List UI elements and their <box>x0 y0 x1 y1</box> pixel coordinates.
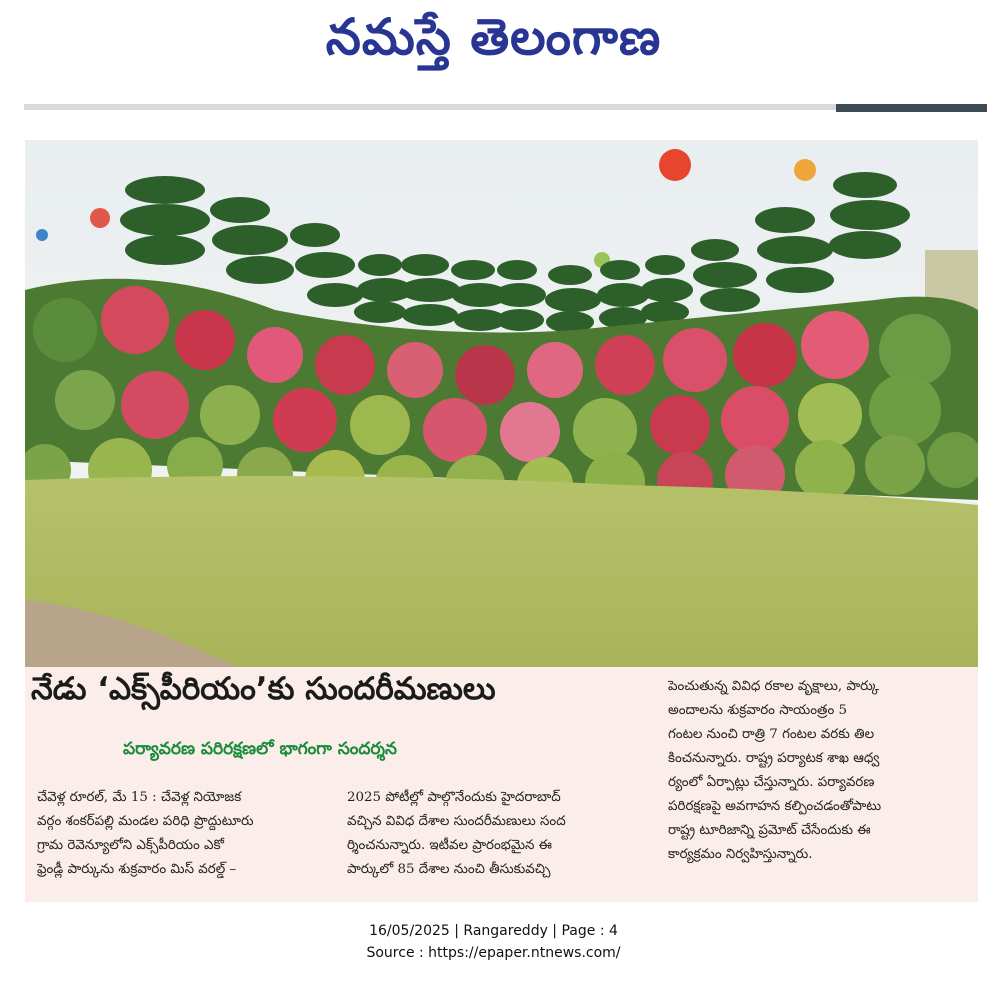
article-line: కించనున్నారు. రాష్ట్ర పర్యాటక శాఖ ఆధ్వ <box>668 751 880 766</box>
edition-info: 16/05/2025 | Rangareddy | Page : 4 <box>369 923 618 939</box>
article-line: కార్యక్రమం నిర్వహిస్తున్నారు. <box>668 847 813 862</box>
article-line: పరిరక్షణపై అవగాహన కల్పించడంతోపాటు <box>668 799 882 814</box>
article-line: గ్రామ రెవెన్యూలోని ఎక్స్‌పీరియం ఎకో <box>37 838 224 853</box>
article-line: ఫ్రెండ్లీ పార్కును శుక్రవారం మిస్ వరల్డ్ – <box>37 862 237 877</box>
source-link[interactable]: Source : https://epaper.ntnews.com/ <box>366 945 621 961</box>
article-line: గంటల నుంచి రాత్రి 7 గంటల వరకు తిల <box>668 727 875 742</box>
article-line: ర్యంలో ఏర్పాట్లు చేస్తున్నారు. పర్యావరణ <box>668 775 875 790</box>
article-line: చేవెళ్ల రూరల్, మే 15 : చేవెళ్ల నియోజక <box>37 790 242 805</box>
header-divider-dark <box>836 104 987 112</box>
news-article <box>25 667 978 902</box>
garden-photo <box>25 140 978 667</box>
article-line: రాష్ట్ర టూరిజాన్ని ప్రమోట్ చేసేందుకు ఈ <box>668 823 871 838</box>
article-line: వచ్చిన వివిధ దేశాల సుందరీమణులు సంద <box>347 814 566 829</box>
article-column-3 <box>668 675 973 867</box>
article-line: పార్కులో 85 దేశాల నుంచి తీసుకువచ్చి <box>347 862 551 877</box>
article-line: వర్గం శంకర్‌పల్లి మండల పరిధి ప్రొద్దుటూరు <box>37 814 254 829</box>
article-headline: నేడు ‘ఎక్స్‌పీరియం’కు సుందరీమణులు <box>31 671 496 707</box>
article-line: ర్శించనున్నారు. ఇటీవల ప్రారంభమైన ఈ <box>347 838 552 853</box>
newspaper-logo: నమస్తే తెలంగాణ <box>325 8 662 66</box>
article-line: 2025 పోటీల్లో పాల్గొనేందుకు హైదరాబాద్ <box>347 790 561 805</box>
header-divider-light <box>24 104 836 110</box>
page-footer <box>0 920 987 964</box>
article-line: పెంచుతున్న వివిధ రకాల వృక్షాలు, పార్కు <box>668 679 880 694</box>
article-line: అందాలను శుక్రవారం సాయంత్రం 5 <box>668 703 848 718</box>
article-column-1 <box>37 786 337 882</box>
article-subhead: పర్యావరణ పరిరక్షణలో భాగంగా సందర్శన <box>123 739 397 759</box>
masthead <box>0 0 987 80</box>
article-column-2 <box>347 786 667 882</box>
